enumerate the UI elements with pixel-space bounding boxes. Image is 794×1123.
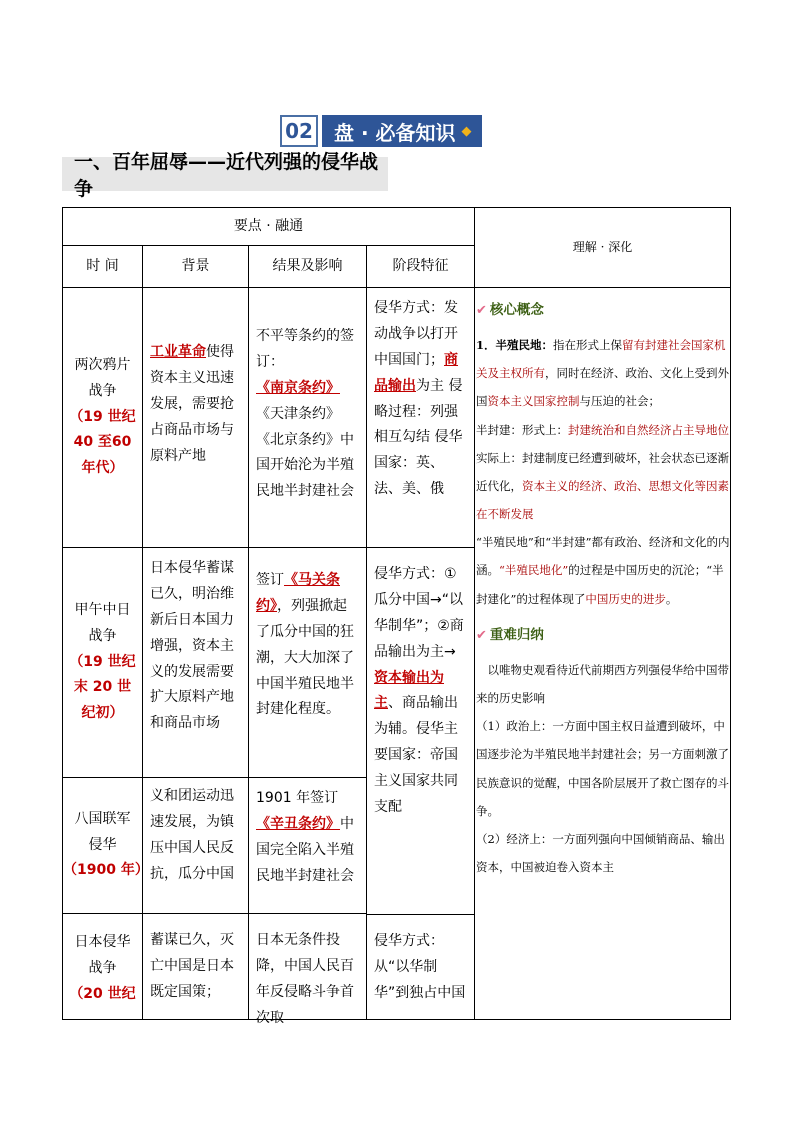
table-row-phase: 侵华方式：从“以华制华”到独占中国 (367, 914, 475, 1020)
table-row-phase (367, 548, 475, 914)
concept-paragraph (476, 416, 731, 529)
table-top-header: 要点 · 融通 (63, 208, 475, 246)
concept-text: 指在形式上保 (553, 338, 623, 353)
core-concept-heading (476, 294, 731, 327)
concept-text: ，同时在经济、政治、文化上受到外国 (476, 366, 729, 409)
col-header-result: 结果及影响 (249, 246, 367, 288)
phase-text: 为主 侵略过程：列强相互勾结 侵华国家：英、法、美、俄 (374, 377, 463, 498)
table-row-time (63, 914, 143, 1020)
war-date: （19 世纪40 至60年代） (69, 408, 136, 477)
highlight-text: 资本主义国家控制 (487, 394, 580, 409)
table-row-phase (367, 288, 475, 548)
table-row-time (63, 778, 149, 914)
concept-paragraph (476, 528, 731, 613)
knowledge-table (62, 207, 731, 1026)
war-date: （1900 年） (63, 862, 149, 879)
chapter-title-box (322, 115, 482, 147)
table-row-background: 蓄谋已久，灭亡中国是日本既定国策； (143, 914, 249, 1020)
result-text: ，列强掀起了瓜分中国的狂潮，大大加深了中国半殖民地半封建化程度。 (256, 597, 354, 718)
col-header-phase: 阶段特征 (367, 246, 475, 288)
heading-text: 重难归纳 (489, 626, 544, 643)
war-name: 甲午中日战争 (74, 601, 131, 644)
table-right-header: 理解 · 深化 (475, 208, 730, 288)
table-row-result (249, 288, 367, 548)
treaty-name: 《南京条约》 (256, 379, 340, 396)
result-text: 不平等条约的签订： (256, 328, 354, 370)
war-name: 八国联军侵华 (74, 810, 131, 853)
table-row-background: 日本侵华蓄谋已久，明治维新后日本国力增强，资本主义的发展需要扩大原料产地和商品市场 (143, 548, 249, 778)
key-term: 资本输出为主 (374, 669, 444, 712)
diamond-icon: ◆ (461, 123, 472, 139)
section-title: 一、百年屈辱——近代列强的侵华战争 (62, 157, 388, 191)
table-row-result (249, 548, 367, 778)
concept-text: 。 (665, 591, 678, 606)
concept-text: “半殖民地”和“半封建”都有政治、经济和文化的内涵。 (476, 535, 730, 578)
war-name: 日本侵华战争 (74, 934, 131, 976)
war-date: （20 世纪 (69, 985, 136, 1002)
highlight-text: 资本主义的经济、政治、思想文化等因素在不断发展 (476, 478, 729, 522)
checkmark-icon: ✔ (476, 627, 487, 643)
war-date: （19 世纪末 20 世纪初） (69, 653, 136, 722)
result-text: 中国完全陷入半殖民地半封建社会 (256, 815, 354, 884)
result-text: 《天津条约》《北京条约》中国开始沦为半殖民地半封建社会 (256, 405, 354, 500)
result-text: 1901 年签订 (256, 790, 339, 806)
concept-text: 半封建：形式上： (476, 422, 568, 437)
chapter-title: 盘 · 必备知识 (334, 120, 456, 145)
chapter-header (280, 115, 482, 147)
result-text: 签订 (256, 572, 284, 588)
highlight-text: 留有封建社会国家机关及主权所有 (476, 338, 726, 381)
war-name: 两次鸦片战争 (74, 356, 131, 399)
col-header-time: 时 间 (63, 246, 143, 288)
table-row-background (143, 288, 249, 548)
deepening-panel (476, 288, 731, 881)
key-term: 商品输出 (374, 351, 458, 394)
summary-paragraph: （2）经济上：一方面列强向中国倾销商品、输出资本，中国被迫卷入资本主 (476, 831, 725, 875)
key-summary-heading (476, 619, 731, 652)
background-text: 使得资本主义迅速发展，需要抢占商品市场与原料产地 (150, 344, 234, 464)
chapter-number: 02 (280, 115, 318, 147)
summary-paragraph: 以唯物史观看待近代前期西方列强侵华给中国带来的历史影响 (476, 662, 729, 706)
table-row-result (249, 778, 367, 914)
col-header-background: 背景 (143, 246, 249, 288)
table-row-background: 义和团运动迅速发展，为镇压中国人民反抗，瓜分中国 (143, 778, 249, 914)
checkmark-icon: ✔ (476, 303, 487, 318)
highlight-text: “半殖民地化” (499, 563, 569, 578)
phase-text: 侵华方式：发动战争以打开中国国门； (374, 300, 458, 368)
highlight-text: 封建统治和自然经济占主导地位 (568, 422, 729, 437)
treaty-name: 《辛丑条约》 (256, 815, 340, 832)
highlight-text: 中国历史的进步 (585, 591, 666, 606)
concept-text: 的过程是中国历史的沉沦；“半封建化”的过程体现了 (476, 563, 724, 606)
table-row-time (63, 288, 143, 548)
phase-text: 侵华方式：①瓜分中国→“以华制华”；②商品输出为主→ (374, 566, 464, 660)
table-row-time (63, 548, 143, 778)
concept-text: 与压迫的社会； (579, 394, 660, 409)
concept-text: 实际上：封建制度已经遭到破坏，社会状态已逐渐近代化， (476, 450, 729, 493)
table-row-result: 日本无条件投降，中国人民百年反侵略斗争首次取 (249, 914, 367, 1020)
concept-paragraph (476, 331, 731, 416)
phase-text: 、商品输出为辅。侵华主要国家：帝国主义国家共同支配 (374, 695, 458, 816)
summary-paragraph: （1）政治上：一方面中国主权日益遭到破坏，中国逐步沦为半殖民地半封建社会；另一方面刺激了民族意识的觉醒，中国各阶层展开了救亡图存的斗争。 (476, 719, 729, 818)
treaty-name: 《马关条约》 (256, 572, 340, 614)
key-term: 工业革命 (150, 344, 206, 360)
concept-term: 1．半殖民地： (476, 338, 554, 353)
heading-text: 核心概念 (489, 302, 544, 318)
